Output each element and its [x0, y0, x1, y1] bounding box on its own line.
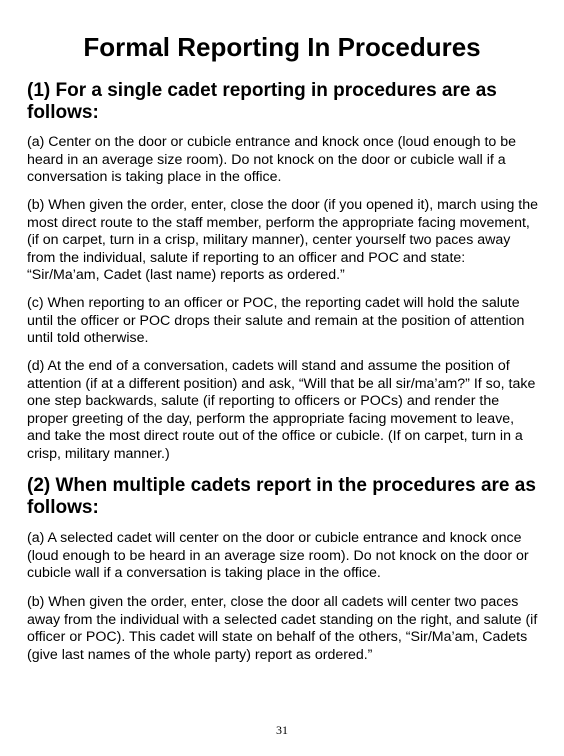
paragraph-1c: (c) When reporting to an officer or POC, the reporting cadet will hold the salute until the officer or POC drops their salute and remain at the position of attention until told otherwise. — [27, 295, 525, 347]
page-number: 31 — [276, 723, 288, 737]
section-heading-multiple-cadets: (2) When multiple cadets report in the procedures are as follows: — [27, 475, 536, 518]
section-heading-single-cadet: (1) For a single cadet reporting in procedures are as follows: — [27, 80, 497, 123]
paragraph-1b: (b) When given the order, enter, close the door (if you opened it), march using the most direct route to the staff member, perform the appropriate facing movement, (if on carpet, turn in a crisp, military manner), center yourself two paces away from the individual, salute if reporting to an officer and POC and state: “Sir/Ma’am, Cadet (last name) reports as ordered.” — [27, 197, 539, 284]
paragraph-1d: (d) At the end of a conversation, cadets will stand and assume the position of attention (if at a different position) and ask, “Will that be all sir/ma’am?” If so, take one step backwards, salute (if reporting to officers or POCs) and render the proper greeting of the day, perform the appropriate facing movement to leave, and take the most direct route out of the office or cubicle. (If on carpet, turn in a crisp, military manner.) — [27, 358, 536, 462]
page-title: Formal Reporting In Procedures — [83, 32, 481, 62]
paragraph-2b: (b) When given the order, enter, close the door all cadets will center two paces away from the individual with a selected cadet standing on the right, and salute (if officer or POC). This cadet will state on behalf of the others, “Sir/Ma’am, Cadets (give last names of the whole party) report as ordered.” — [27, 594, 538, 663]
paragraph-1a: (a) Center on the door or cubicle entrance and knock once (loud enough to be heard in an average size room). Do not knock on the door or cubicle wall if a conversation is taking place in the office. — [27, 134, 516, 186]
paragraph-2a: (a) A selected cadet will center on the door or cubicle entrance and knock once (loud enough to be heard in an average size room). Do not knock on the door or cubicle wall if a conversation is taking place in the office. — [27, 530, 529, 582]
